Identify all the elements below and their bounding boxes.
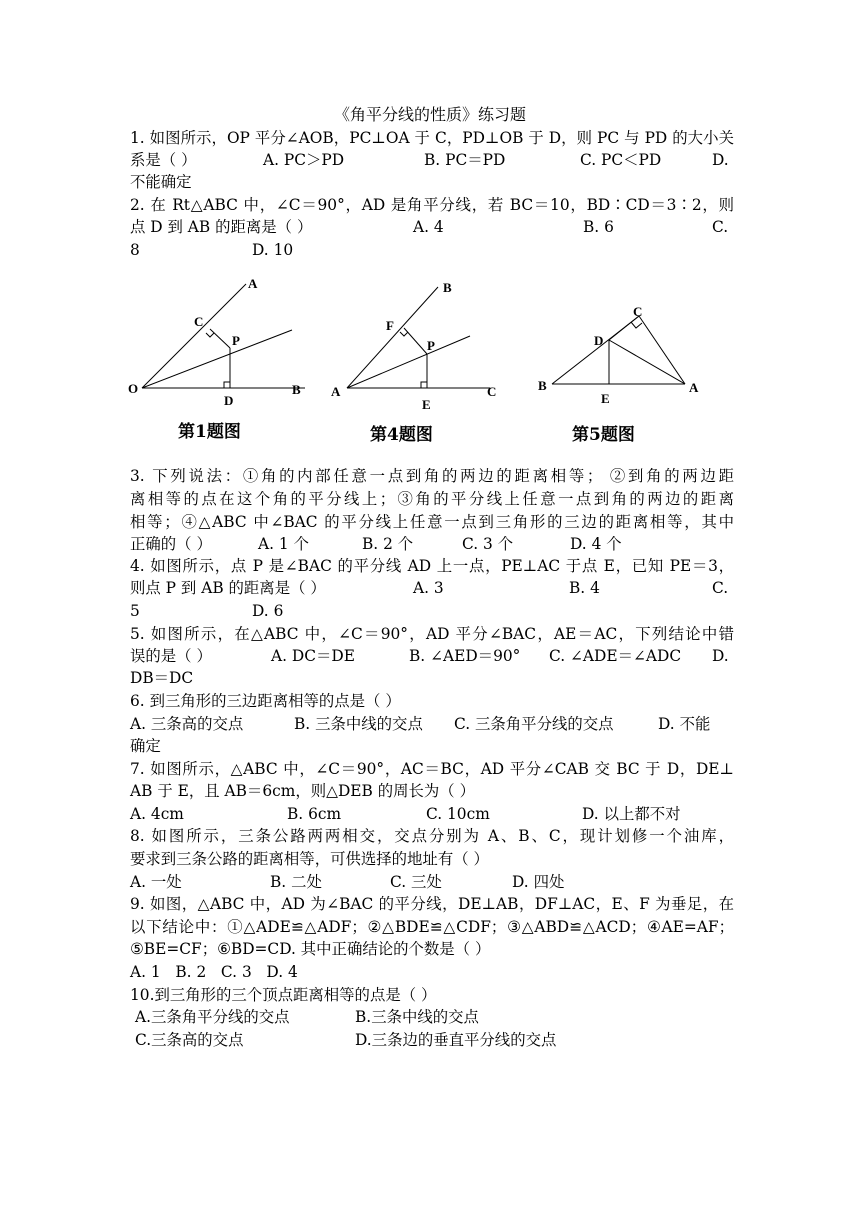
q10-option-c: C.三条高的交点 — [135, 1031, 244, 1049]
q1-option-d-text: 不能确定 — [130, 173, 192, 191]
q10-stem: 10.到三角形的三个顶点距离相等的点是（ ） — [130, 986, 437, 1004]
q5-option-b: B. ∠AED＝90° — [409, 647, 521, 665]
q3-line2: 离相等的点在这个角的平分线上；③角的平分线上任意一点到角的两边的距离 — [130, 490, 734, 508]
q3-option-d: D. 4 个 — [570, 535, 622, 553]
q10-option-b: B.三条中线的交点 — [355, 1008, 479, 1026]
fig1-label-o: O — [128, 381, 139, 396]
figure-4 — [347, 287, 490, 388]
q1-option-b: B. PC＝PD — [424, 151, 506, 169]
q3-option-b: B. 2 个 — [362, 535, 414, 553]
q8-option-c: C. 三处 — [390, 873, 442, 891]
figure-1 — [142, 284, 305, 388]
fig5-label-c: C — [633, 304, 643, 319]
fig4-label-c: C — [487, 384, 497, 399]
q8-line2: 要求到三条公路的距离相等，可供选择的地址有（ ） — [130, 850, 489, 868]
q3-option-c: C. 3 个 — [462, 535, 514, 553]
q9-line1: 9. 如图，△ABC 中，AD 为∠BAC 的平分线，DE⊥AB，DF⊥AC，E、F 为垂足，在 — [130, 895, 734, 913]
q6-option-c: C. 三条角平分线的交点 — [454, 715, 614, 733]
q6-option-d-label: D. 不能 — [658, 715, 711, 733]
q5-option-d-text: DB＝DC — [130, 669, 194, 687]
fig1-label-b: B — [292, 382, 301, 397]
fig4-label-b: B — [443, 280, 452, 295]
fig1-caption: 第1题图 — [178, 422, 241, 442]
q7-line2-stem: AB 于 E，且 AB＝6cm，则△DEB 的周长为（ ） — [130, 782, 475, 800]
q4-line1: 4. 如图所示，点 P 是∠BAC 的平分线 AD 上一点，PE⊥AC 于点 E，已知 PE＝3， — [130, 557, 734, 575]
q3-line1: 3. 下列说法：①角的内部任意一点到角的两边的距离相等； ②到角的两边距 — [130, 467, 734, 485]
q2-option-d: D. 10 — [252, 241, 294, 259]
q8-line1: 8. 如图所示，三条公路两两相交，交点分别为 A、B、C，现计划修一个油库， — [130, 827, 734, 845]
q7-line1: 7. 如图所示，△ABC 中，∠C＝90°，AC＝BC，AD 平分∠CAB 交 BC 于 D，DE⊥ — [130, 760, 734, 778]
q10-option-d: D.三条边的垂直平分线的交点 — [355, 1031, 557, 1049]
q7-option-b: B. 6cm — [287, 805, 342, 823]
q3-option-a: A. 1 个 — [258, 535, 309, 553]
q5-line1: 5. 如图所示，在△ABC 中，∠C＝90°，AD 平分∠BAC，AE＝AC，下列结论中错 — [130, 625, 734, 643]
fig1-label-c: C — [194, 314, 204, 329]
q2-option-a: A. 4 — [413, 218, 444, 236]
fig4-label-p: P — [427, 338, 435, 353]
q4-option-b: B. 4 — [569, 579, 600, 597]
fig4-label-e: E — [422, 397, 431, 412]
q2-line1: 2. 在 Rt△ABC 中，∠C＝90°，AD 是角平分线，若 BC＝10，BD∶CD＝3∶2，则 — [130, 196, 734, 214]
q1-option-d-label: D. — [712, 151, 729, 169]
fig4-caption: 第4题图 — [370, 425, 433, 445]
fig1-label-d: D — [224, 393, 234, 408]
fig5-label-b: B — [538, 378, 547, 393]
q2-option-c-label: C. — [712, 218, 729, 236]
q8-option-d: D. 四处 — [512, 873, 565, 891]
q5-option-a: A. DC＝DE — [271, 647, 355, 665]
q2-option-c-value: 8 — [130, 241, 140, 259]
q1-stem-end: 系是（ ） — [130, 151, 197, 169]
q7-option-a: A. 4cm — [130, 805, 184, 823]
q4-option-c-value: 5 — [130, 602, 140, 620]
fig4-label-a: A — [331, 384, 341, 399]
q8-option-b: B. 二处 — [270, 873, 322, 891]
q9-line2: 以下结论中：①△ADE≌△ADF；②△BDE≌△CDF；③△ABD≌△ACD；④AE=AF； — [130, 918, 734, 936]
q1-option-a: A. PC＞PD — [263, 151, 345, 169]
fig1-label-p: P — [232, 333, 240, 348]
page-title: 《角平分线的性质》练习题 — [333, 105, 526, 124]
q6-option-a: A. 三条高的交点 — [130, 715, 244, 733]
q3-line4: 正确的（ ） — [130, 535, 212, 553]
q2-stem-end: 点 D 到 AB 的距离是（ ） — [130, 218, 313, 236]
fig5-label-e: E — [601, 391, 610, 406]
q4-stem-end: 则点 P 到 AB 的距离是（ ） — [130, 579, 326, 597]
q3-line3: 相等；④△ABC 中∠BAC 的平分线上任意一点到三角形的三边的距离相等，其中 — [130, 513, 734, 531]
fig5-caption: 第5题图 — [572, 425, 635, 445]
q5-stem-end: 误的是（ ） — [130, 647, 212, 665]
q4-option-c-label: C. — [712, 579, 729, 597]
q7-option-d: D. 以上都不对 — [582, 805, 681, 823]
q4-option-a: A. 3 — [413, 579, 444, 597]
fig4-label-f: F — [386, 318, 394, 333]
figures-row — [120, 270, 720, 455]
q2-option-b: B. 6 — [583, 218, 614, 236]
q9-line3: ⑤BE=CF；⑥BD=CD. 其中正确结论的个数是（ ） — [130, 940, 491, 958]
q9-options: A. 1 B. 2 C. 3 D. 4 — [130, 963, 298, 981]
q4-option-d: D. 6 — [252, 602, 284, 620]
q7-option-c: C. 10cm — [426, 805, 490, 823]
q5-option-d-label: D. — [712, 647, 729, 665]
q5-option-c: C. ∠ADE＝∠ADC — [549, 647, 682, 665]
q6-option-b: B. 三条中线的交点 — [294, 715, 423, 733]
fig5-label-d: D — [594, 333, 604, 348]
q1-line1: 1. 如图所示，OP 平分∠AOB，PC⊥OA 于 C，PD⊥OB 于 D，则 PC 与 PD 的大小关 — [130, 129, 734, 147]
q1-option-c: C. PC＜PD — [580, 151, 662, 169]
fig1-label-a: A — [248, 276, 258, 291]
q8-option-a: A. 一处 — [130, 873, 182, 891]
figure-5 — [552, 316, 685, 384]
q6-stem: 6. 到三角形的三边距离相等的点是（ ） — [130, 692, 401, 710]
q10-option-a: A.三条角平分线的交点 — [135, 1008, 290, 1026]
q6-option-d-text: 确定 — [130, 737, 161, 755]
fig5-label-a: A — [689, 380, 699, 395]
